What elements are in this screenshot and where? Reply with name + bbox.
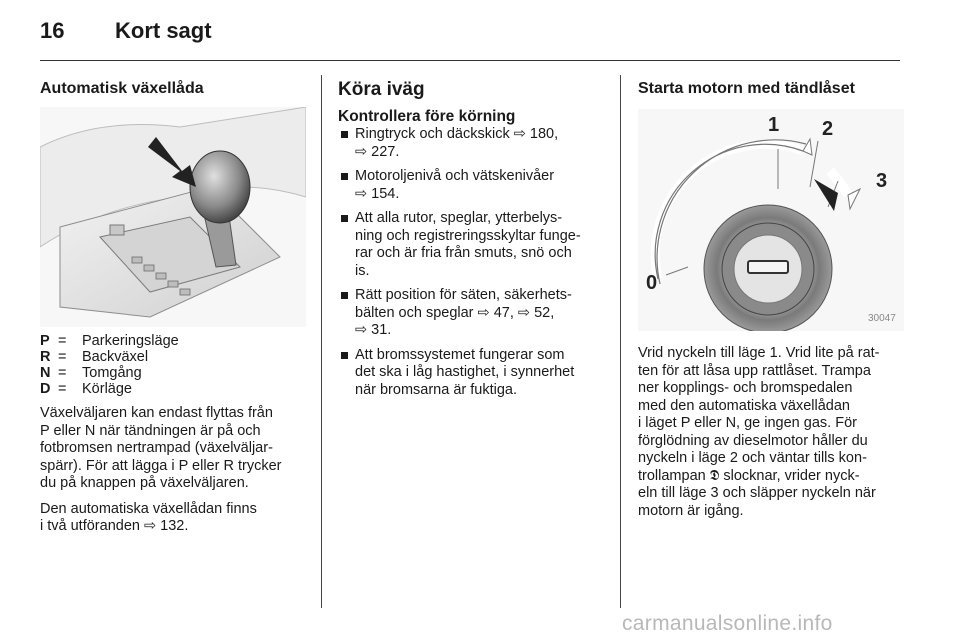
position-label-0: 0 xyxy=(646,272,658,294)
gear-row: R = Backväxel xyxy=(40,349,149,365)
gear-selector-illustration xyxy=(40,107,306,327)
bullet-icon xyxy=(341,131,348,138)
paragraph-selector-lock: Växelväljaren kan endast flyttas från P eller N när tändningen är på och fotbromsen nertrampad (växelväljar- spärr). För att lägga i P eller R trycker du på knappen på växelväljaren. xyxy=(40,405,282,491)
figure-code: 30047 xyxy=(868,313,896,324)
page-title: Kort sagt xyxy=(115,18,212,43)
gear-positions-list xyxy=(40,333,308,397)
section-heading: Köra iväg xyxy=(338,79,425,100)
checklist xyxy=(338,126,608,399)
gear-row: N = Tomgång xyxy=(40,365,142,381)
section-heading: Starta motorn med tändlåset xyxy=(638,80,855,97)
section-heading: Automatisk växellåda xyxy=(40,80,204,97)
position-label-3: 3 xyxy=(876,170,888,192)
page-number: 16 xyxy=(40,18,65,43)
paragraph-start-procedure: Vrid nyckeln till läge 1. Vrid lite på rat- ten för att låsa upp rattlåset. Trampa ner kopplings- och bromspedalen med den automatiska växellådan i läget P eller N, ge ingen gas. För förglödning av dieselmotor håller du nyckeln i läge 2 och väntar tills kon- trollampan 𝕯 slocknar, vrider nyck- eln till läge 3 och släpper nyckeln när motorn är igång. xyxy=(638,345,880,519)
column-automatic-transmission xyxy=(40,75,308,544)
bullet-icon xyxy=(341,292,348,299)
column-divider xyxy=(620,75,621,608)
column-driving-off xyxy=(338,75,608,406)
list-item: Motoroljenivå och vätskenivåer ⇨ 154. xyxy=(338,168,608,203)
list-item: Rätt position för säten, säkerhets- bälten och speglar ⇨ 47, ⇨ 52, ⇨ 31. xyxy=(338,287,608,340)
list-item: Att bromssystemet fungerar som det ska i låg hastighet, i synnerhet när bromsarna är fuktiga. xyxy=(338,347,608,400)
list-item: Att alla rutor, speglar, ytterbelys- ning och registreringsskyltar funge- rar och är fria från smuts, snö och is. xyxy=(338,210,608,280)
position-label-2: 2 xyxy=(822,118,834,140)
paragraph-variants: Den automatiska växellådan finns i två utföranden ⇨ 132. xyxy=(40,500,257,534)
bullet-icon xyxy=(341,173,348,180)
header-rule xyxy=(40,60,900,61)
gear-row: D = Körläge xyxy=(40,381,132,397)
position-label-1: 1 xyxy=(768,114,780,136)
subheading: Kontrollera före körning xyxy=(338,108,516,125)
page-header xyxy=(40,18,212,48)
list-item: Ringtryck och däckskick ⇨ 180, ⇨ 227. xyxy=(338,126,608,161)
watermark-text: carmanualsonline.info xyxy=(622,612,833,635)
column-start-engine xyxy=(638,75,906,528)
column-divider xyxy=(321,75,322,608)
ignition-lock-illustration xyxy=(638,109,904,331)
bullet-icon xyxy=(341,352,348,359)
bullet-icon xyxy=(341,215,348,222)
gear-row: P = Parkeringsläge xyxy=(40,333,179,349)
